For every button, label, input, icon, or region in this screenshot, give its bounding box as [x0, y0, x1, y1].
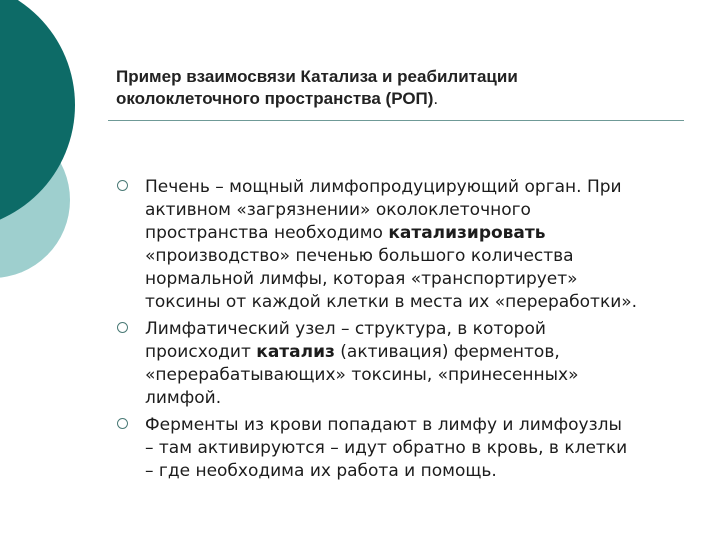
- list-item-2-line-2: [145, 341, 560, 364]
- list-item-1-line-2: [145, 199, 531, 222]
- bullet-marker-1: [117, 180, 128, 191]
- text-run: Лимфатический узел – структура, в которой: [145, 319, 546, 339]
- list-item-3-line-2: [145, 437, 627, 460]
- list-item-2-line-3: [145, 364, 579, 387]
- text-run: «перерабатывающих» токсины, «принесенных»: [145, 365, 579, 385]
- slide-title-period: .: [433, 89, 439, 108]
- slide-title-line-2-text: околоклеточного пространства (РОП): [116, 89, 434, 108]
- list-item-2-line-4: [145, 387, 221, 410]
- text-run: нормальной лимфы, которая «транспортирует»: [145, 269, 578, 289]
- text-run: активном «загрязнении» околоклеточного: [145, 200, 531, 220]
- list-item-3-line-3: [145, 460, 497, 483]
- list-item-1-line-5: [145, 268, 578, 291]
- text-run: (активация) ферментов,: [334, 342, 560, 362]
- emphasis-katalizirovat: катализировать: [388, 223, 546, 243]
- list-item-2-line-1: [145, 318, 546, 341]
- text-run: токсины от каждой клетки в места их «переработки».: [145, 292, 638, 312]
- text-run: происходит: [145, 342, 257, 362]
- text-run: пространства необходимо: [145, 223, 389, 243]
- list-item-1-line-3: [145, 222, 546, 245]
- slide-title-line-1: Пример взаимосвязи Катализа и реабилитации: [116, 67, 518, 86]
- text-run: Печень – мощный лимфопродуцирующий орган. При: [145, 177, 622, 197]
- list-item-1-line-1: [145, 176, 622, 199]
- bullet-marker-3: [117, 418, 128, 429]
- text-run: «производство» печенью большого количества: [145, 246, 574, 266]
- emphasis-kataliz: катализ: [256, 342, 335, 362]
- list-item-1-line-6: [145, 291, 637, 314]
- text-run: Ферменты из крови попадают в лимфу и лимфоузлы: [145, 415, 622, 435]
- text-run: – где необходима их работа и помощь.: [145, 461, 497, 481]
- list-item-1-line-4: [145, 245, 574, 268]
- text-run: – там активируются – идут обратно в кровь, в клетки: [145, 438, 628, 458]
- text-run: лимфой.: [145, 388, 222, 408]
- bullet-marker-2: [117, 322, 128, 333]
- list-item-3-line-1: [145, 414, 622, 437]
